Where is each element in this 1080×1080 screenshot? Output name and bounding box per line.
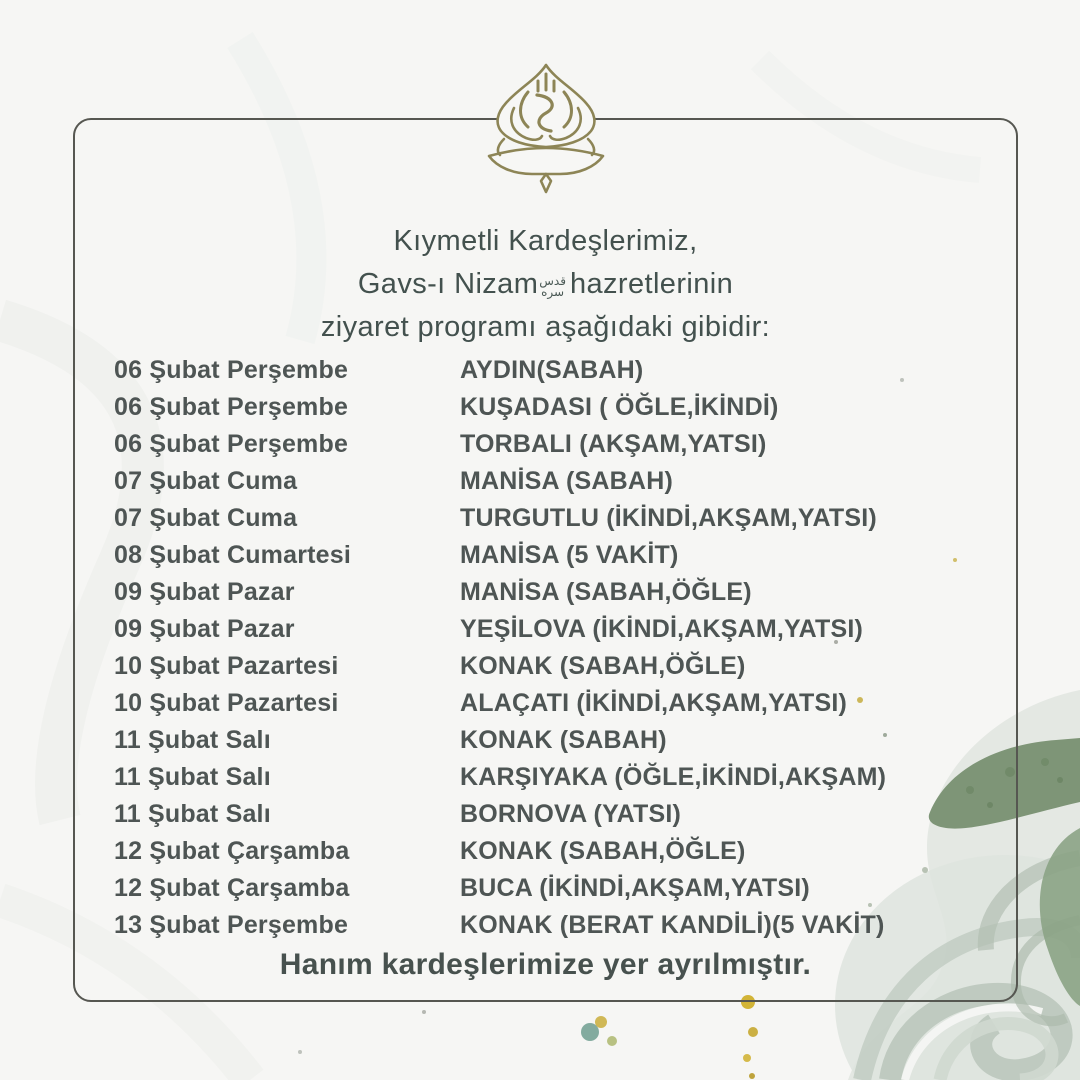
schedule-date: 12 Şubat Çarşamba: [114, 837, 350, 865]
schedule-row: [114, 574, 1006, 611]
schedule-date: 06 Şubat Perşembe: [114, 430, 349, 458]
schedule-date: 12 Şubat Çarşamba: [114, 874, 350, 902]
schedule-date: 11 Şubat Salı: [114, 763, 271, 791]
header-line-2-prefix: Gavs-ı Nizam: [357, 268, 539, 300]
schedule-date: 10 Şubat Pazartesi: [114, 689, 339, 717]
schedule-date: 07 Şubat Cuma: [114, 467, 298, 495]
schedule-date: 09 Şubat Pazar: [114, 615, 295, 643]
schedule-row: [114, 870, 1006, 907]
schedule-date: 11 Şubat Salı: [114, 800, 271, 828]
schedule-location: TORBALI (AKŞAM,YATSI): [460, 430, 767, 458]
schedule-row: [114, 611, 1006, 648]
schedule-row: [114, 389, 1006, 426]
schedule-date: 08 Şubat Cumartesi: [114, 541, 352, 569]
schedule-row: [114, 907, 1006, 944]
schedule-location: KONAK (SABAH): [460, 726, 667, 754]
schedule-location: KONAK (SABAH,ÖĞLE): [460, 837, 746, 865]
schedule-location: TURGUTLU (İKİNDİ,AKŞAM,YATSI): [460, 504, 877, 532]
schedule-location: BUCA (İKİNDİ,AKŞAM,YATSI): [460, 874, 810, 902]
header-line-2-suffix: hazretlerinin: [569, 268, 734, 300]
schedule-location: MANİSA (SABAH,ÖĞLE): [460, 578, 752, 606]
header-line-1: Kıymetli Kardeşlerimiz,: [393, 225, 698, 257]
schedule-location: ALAÇATI (İKİNDİ,AKŞAM,YATSI): [460, 689, 848, 717]
schedule-location: KONAK (BERAT KANDİLİ)(5 VAKİT): [460, 911, 885, 939]
schedule-date: 10 Şubat Pazartesi: [114, 652, 339, 680]
schedule-date: 07 Şubat Cuma: [114, 504, 298, 532]
schedule-row: [114, 426, 1006, 463]
schedule-row: [114, 759, 1006, 796]
schedule-date: 13 Şubat Perşembe: [114, 911, 349, 939]
schedule-date: 11 Şubat Salı: [114, 726, 271, 754]
header-block: [73, 220, 1018, 349]
schedule-location: BORNOVA (YATSI): [460, 800, 682, 828]
schedule-row: [114, 537, 1006, 574]
schedule-date: 06 Şubat Perşembe: [114, 393, 349, 421]
schedule-row: [114, 722, 1006, 759]
arabic-seal: [539, 276, 566, 298]
schedule-row: [114, 463, 1006, 500]
schedule-date: 09 Şubat Pazar: [114, 578, 295, 606]
schedule-row: [114, 500, 1006, 537]
arabic-seal-top: قدس: [539, 274, 566, 289]
header-line-2: [73, 263, 1018, 306]
schedule-location: AYDIN(SABAH): [460, 356, 644, 384]
schedule-date: 06 Şubat Perşembe: [114, 356, 349, 384]
schedule-row: [114, 648, 1006, 685]
schedule-table: [114, 352, 1006, 944]
tulip-calligraphy-emblem-icon: [476, 60, 616, 194]
header-line-3: ziyaret programı aşağıdaki gibidir:: [320, 311, 771, 343]
arabic-seal-bottom: سره: [541, 285, 565, 300]
schedule-row: [114, 352, 1006, 389]
schedule-location: KUŞADASI ( ÖĞLE,İKİNDİ): [460, 393, 779, 421]
schedule-location: MANİSA (SABAH): [460, 467, 673, 495]
schedule-row: [114, 796, 1006, 833]
schedule-location: KONAK (SABAH,ÖĞLE): [460, 652, 746, 680]
footer-note: Hanım kardeşlerimize yer ayrılmıştır.: [279, 948, 812, 981]
schedule-location: YEŞİLOVA (İKİNDİ,AKŞAM,YATSI): [460, 615, 864, 643]
schedule-location: MANİSA (5 VAKİT): [460, 541, 679, 569]
schedule-row: [114, 833, 1006, 870]
schedule-location: KARŞIYAKA (ÖĞLE,İKİNDİ,AKŞAM): [460, 763, 887, 791]
schedule-row: [114, 685, 1006, 722]
